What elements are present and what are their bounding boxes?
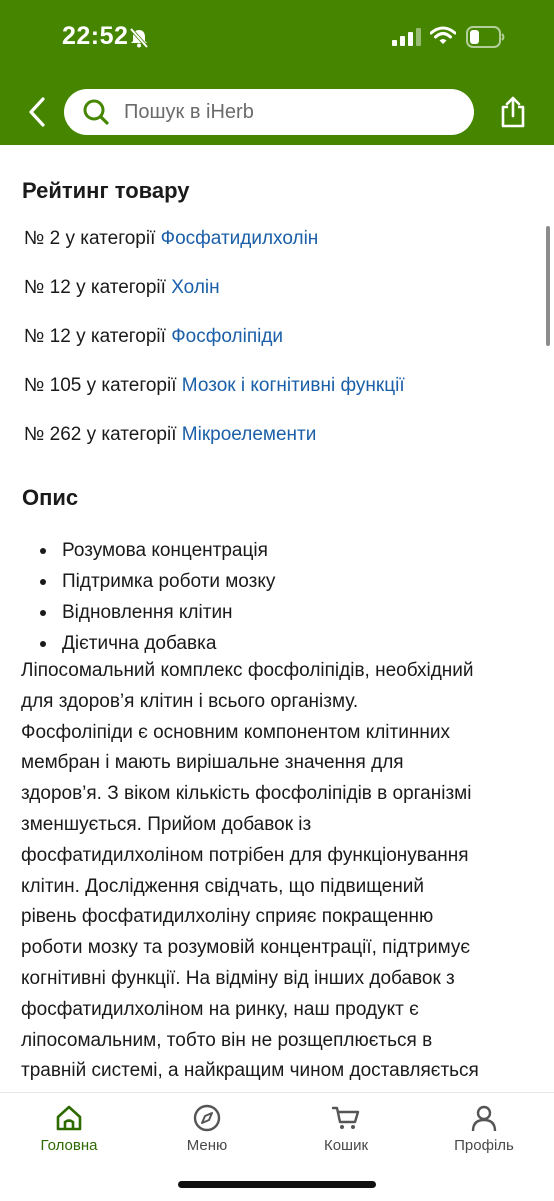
list-item (38, 566, 275, 597)
list-item (38, 628, 275, 659)
bullet-text: Розумова концентрація (62, 540, 268, 561)
bullet-text: Відновлення клітин (62, 602, 233, 623)
search-icon (82, 98, 110, 126)
category-link[interactable]: Мозок і когнітивні функції (181, 375, 405, 396)
description-line: Ліпосомальний комплекс фосфоліпідів, необхідний (21, 660, 474, 681)
ranking-row (24, 277, 220, 299)
compass-icon (192, 1103, 222, 1133)
category-link[interactable]: Мікроелементи (181, 424, 317, 445)
ranking-row (24, 228, 318, 250)
description-line: клітин. Дослідження свідчать, що підвищений (21, 875, 424, 897)
description-line: роботи мозку та розумовій концентрації, підтримує (21, 937, 471, 959)
nav-menu[interactable] (152, 1103, 262, 1154)
description-bullets (38, 535, 275, 659)
description-line: фосфатидилхоліном на ринку, наш продукт є (21, 998, 419, 1020)
description-line: когнітивні функції. На відміну від інших добавок з (21, 967, 455, 989)
home-icon (54, 1103, 84, 1133)
bell-muted-icon (128, 27, 150, 49)
list-item (38, 535, 275, 566)
cellular-signal-icon (392, 28, 422, 46)
search-input[interactable] (122, 100, 446, 125)
ranking-prefix: № 105 у категорії (24, 375, 177, 396)
ranking-prefix: № 12 у категорії (24, 326, 166, 347)
nav-home[interactable] (14, 1103, 124, 1154)
search-bar[interactable] (64, 89, 474, 135)
description-line: зменшується. Прийом добавок із (21, 813, 312, 835)
description-text (21, 656, 541, 1087)
description-line: фосфатидилхоліном потрібен для функціонування (21, 844, 469, 866)
product-details-content (0, 145, 554, 1095)
nav-label: Профіль (454, 1137, 514, 1154)
back-button[interactable] (22, 92, 52, 132)
nav-label: Кошик (323, 1137, 369, 1154)
description-line: для здоров’я клітин і всього організму. (21, 690, 359, 712)
chevron-left-icon (28, 97, 46, 127)
ranking-title: Рейтинг товару (22, 178, 190, 203)
bullet-text: Дієтична добавка (62, 633, 217, 654)
home-indicator (178, 1181, 376, 1188)
category-link[interactable]: Фосфоліпіди (171, 326, 284, 347)
description-line: здоров’я. З віком кількість фосфоліпідів в організмі (21, 783, 472, 805)
nav-label: Головна (40, 1137, 98, 1154)
bullet-text: Підтримка роботи мозку (62, 571, 276, 592)
description-line: мембран і мають вирішальне значення для (21, 752, 404, 774)
nav-label: Меню (186, 1137, 228, 1154)
category-link[interactable]: Фосфатидилхолін (160, 228, 319, 249)
nav-cart[interactable] (291, 1103, 401, 1154)
wifi-icon (430, 26, 456, 46)
ranking-prefix: № 262 у категорії (24, 424, 177, 445)
list-item (38, 597, 275, 628)
nav-profile[interactable] (429, 1103, 539, 1154)
profile-icon (469, 1103, 499, 1133)
scrollbar[interactable] (546, 226, 550, 346)
description-line: рівень фосфатидилхоліну сприяє покращенню (21, 906, 434, 928)
description-line: ліпосомальним, тобто він не розщеплюється в (21, 1029, 433, 1051)
app-header (0, 0, 554, 145)
ranking-row (24, 326, 283, 348)
description-line: Фосфоліпіди є основним компонентом клітинних (21, 721, 450, 743)
share-button[interactable] (497, 94, 529, 130)
status-time: 22:52 (62, 22, 129, 50)
description-title: Опис (22, 485, 79, 510)
ranking-prefix: № 2 у категорії (24, 228, 156, 249)
share-icon (500, 96, 526, 128)
description-line: травній системі, а найкращим чином доставляється (21, 1060, 479, 1082)
cart-icon (331, 1103, 361, 1133)
ranking-row (24, 375, 405, 397)
category-link[interactable]: Холін (171, 277, 220, 298)
ranking-row (24, 424, 316, 446)
ranking-prefix: № 12 у категорії (24, 277, 166, 298)
battery-icon (466, 26, 506, 48)
